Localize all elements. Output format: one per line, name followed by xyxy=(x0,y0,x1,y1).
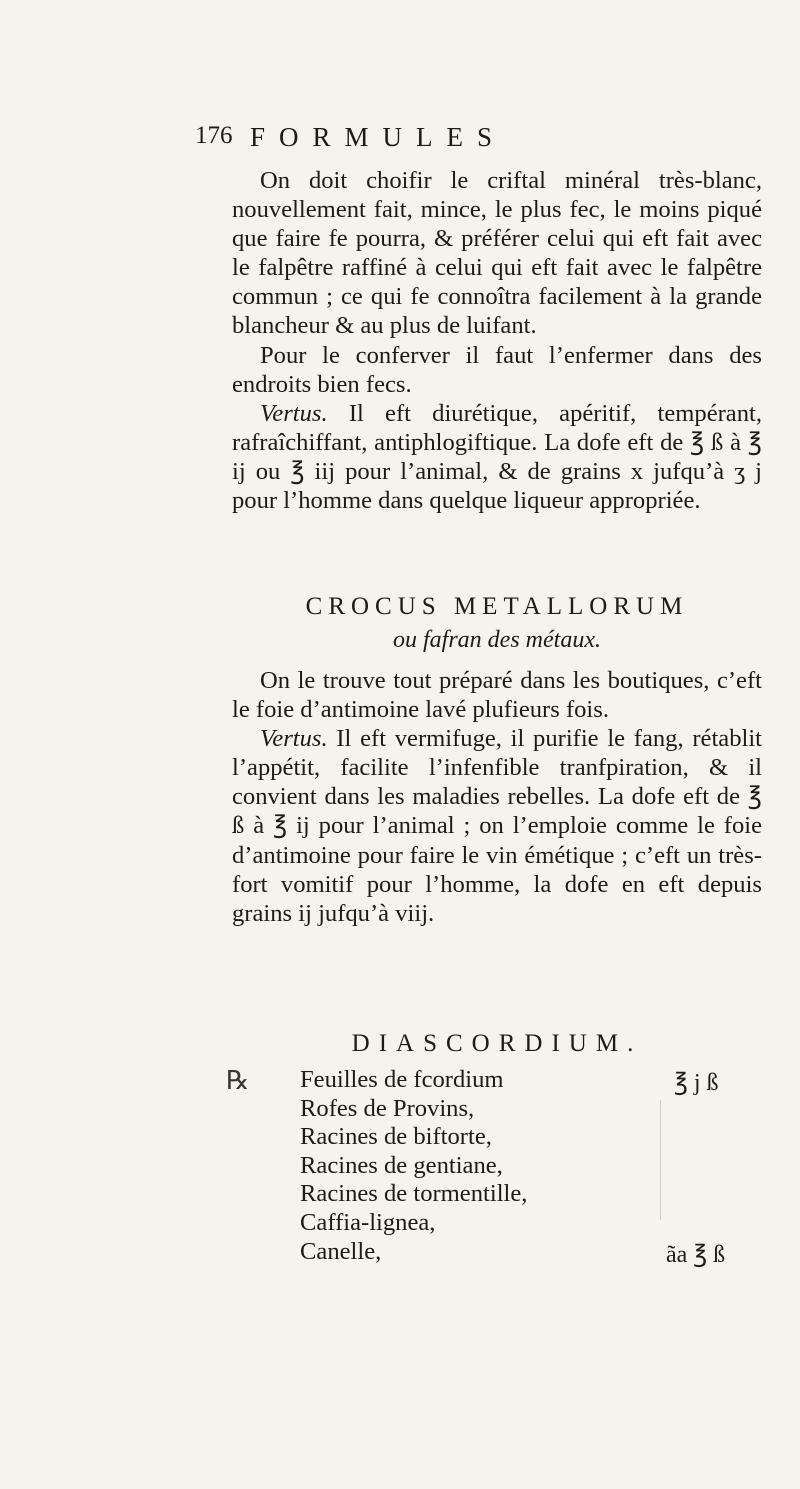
section-heading-crocus: CROCUS METALLORUM xyxy=(305,593,689,620)
quantity-each: ãa ℥ ß xyxy=(666,1242,726,1268)
paragraph-crocus-virtues xyxy=(232,724,762,928)
recipe-symbol: ℞ xyxy=(226,1066,250,1096)
ingredient-item: Racines de gentiane, xyxy=(300,1151,503,1179)
quantity-bracket xyxy=(660,1100,671,1220)
ingredient-item: Racines de biftorte, xyxy=(300,1123,492,1151)
ingredient-item: Racines de tormentille, xyxy=(300,1180,528,1208)
crocus-text-block xyxy=(232,666,762,928)
virtues-label: Vertus. xyxy=(260,399,328,427)
cristal-text-block xyxy=(232,166,762,515)
section-subheading-crocus: ou fafran des métaux. xyxy=(393,627,601,653)
ingredient-list xyxy=(300,1066,700,1266)
virtues-text: Il eft diurétique, apéritif, tempérant, rafraîchiffant, antiphlogiftique. La dofe eft de ℥ ß à ℥ ij ou ℥ iij pour l’animal, & de grains x jufqu’à ʒ j pour l’homme dans quelque liqueur appropriée. xyxy=(232,399,762,515)
paragraph-crocus-origin: On le trouve tout préparé dans les boutiques, c’eft le foie d’antimoine lavé plufieurs fois. xyxy=(232,667,762,724)
paragraph-cristal-choice: On doit choifir le criftal minéral très-blanc, nouvellement fait, mince, le plus fec, le moins piqué que faire fe pourra, & préférer celui qui eft fait avec le falpêtre raffiné à celui qui eft fait avec le falpêtre commun ; ce qui fe connoîtra facilement à la grande blancheur & au plus de luifant. xyxy=(232,167,762,340)
virtues-text: Il eft vermifuge, il purifie le fang, rétablit l’appétit, facilite l’infenfible tranfpiration, & il convient dans les maladies rebelles. La dofe eft de ℥ ß à ℥ ij pour l’animal ; on l’emploie comme le foie d’antimoine pour faire le vin émétique ; c’eft un très-fort vomitif pour l’homme, la dofe en eft depuis grains ij jufqu’à viij. xyxy=(232,725,762,927)
page-number: 176 xyxy=(195,122,233,149)
ingredient-item: Feuilles de fcordium xyxy=(300,1066,504,1093)
section-heading-diascordium: DIASCORDIUM. xyxy=(351,1030,643,1057)
page-header xyxy=(195,122,635,162)
virtues-label: Vertus. xyxy=(260,725,328,753)
ingredient-item: Canelle, xyxy=(300,1237,382,1265)
ingredient-item: Caffia-lignea, xyxy=(300,1208,436,1236)
quantity-first: ℥ j ß xyxy=(674,1070,719,1096)
paragraph-cristal-storage: Pour le conferver il faut l’enfermer dans des endroits bien fecs. xyxy=(232,341,762,398)
running-title: FORMULES xyxy=(250,122,507,152)
ingredient-item: Rofes de Provins, xyxy=(300,1094,475,1122)
paragraph-cristal-virtues xyxy=(232,399,762,515)
